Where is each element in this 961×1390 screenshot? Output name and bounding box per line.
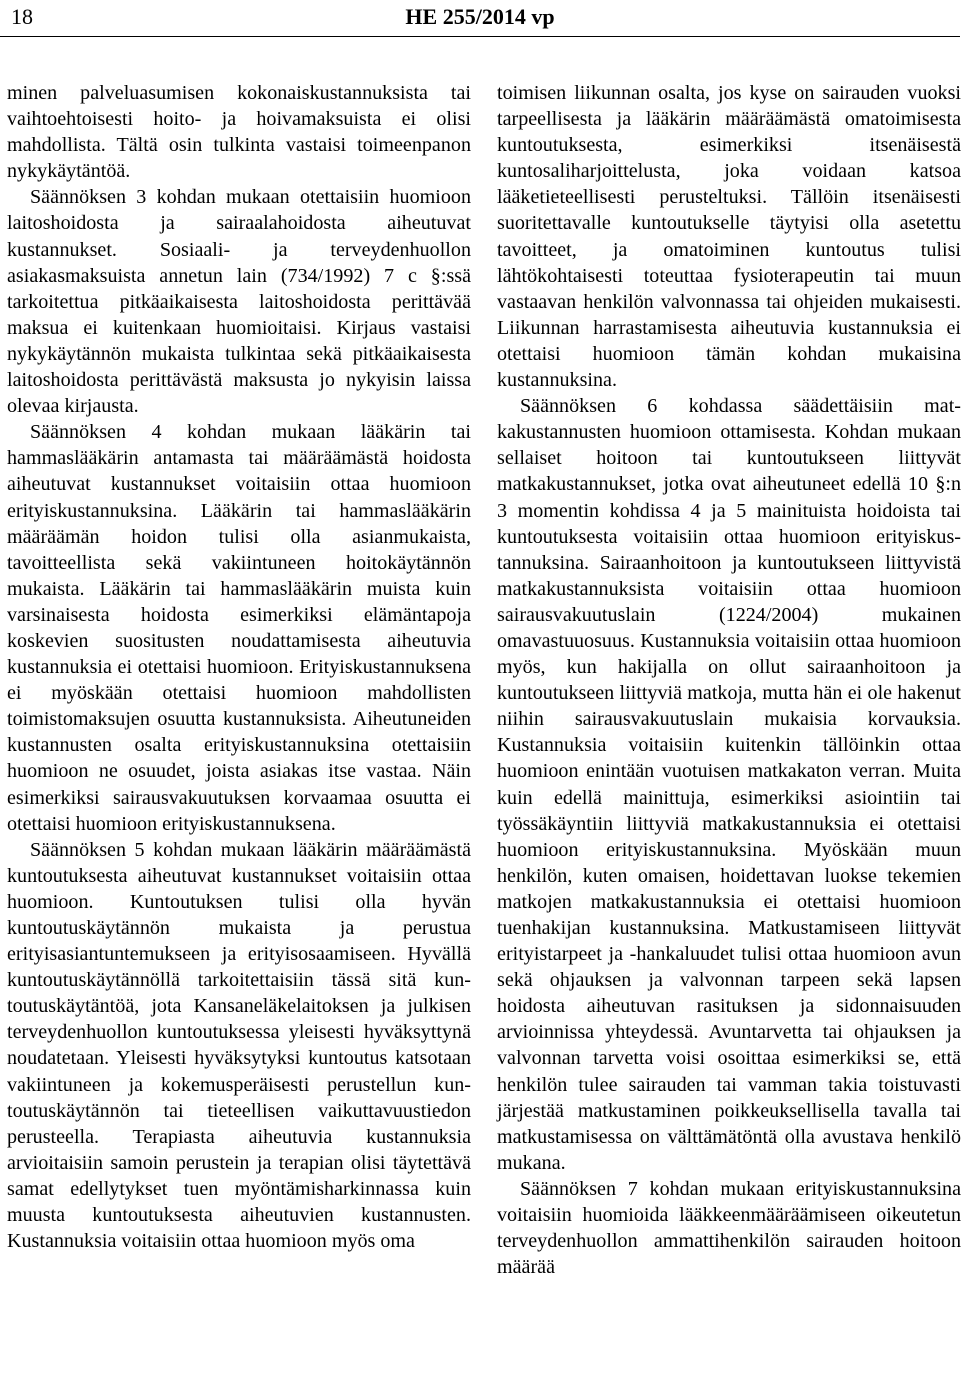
paragraph: Säännöksen 3 kohdan mukaan otettaisiin huomioon laitoshoidosta ja sairaalahoidosta aiheutuvat kustannukset. Sosiaali- ja terveydenhuollon asiakasmaksuista annetun lain (734/1992) 7 c §:ssä tarkoitettua pitkäaikaisesta laitoshoidosta perittävää maksua ei kuitenkaan huomioitaisi. Kirjaus vastaisi nykykäytännön mukaista tulkintaa sekä pitkäaikaisesta laitoshoidosta perittävästä maksusta jo nykyisin laissa olevaa kirjausta.	[7, 186, 471, 418]
paragraph: minen palveluasumisen kokonaiskustannuksista tai vaihtoehtoisesti hoito- ja hoivamaksuista ei olisi mahdollista. Tältä osin tulkinta vastaisi toimeenpanon nykykäytäntöä.	[7, 82, 471, 183]
page-number: 18	[11, 4, 33, 29]
header-rule	[0, 36, 960, 37]
paragraph: Säännöksen 7 kohdan mukaan erityiskustannuksina voitaisiin huomioida lääkkeenmääräämiseen oikeutetun terveydenhuollon ammattihenkilön sairauden hoitoon määrää	[497, 1177, 961, 1279]
document-id: HE 255/2014 vp	[405, 4, 555, 29]
paragraph: Säännöksen 6 kohdassa säädettäisiin matkakustannusten huomioon ottamisesta. Kohdan mukaan sellaiset hoitoon tai kuntoutukseen liittyvät matkakustannukset, jotka ovat aiheutuneet edellä 10 §:n 3 momentin kohdissa 4 ja 5 mainituista hoidoista tai kuntoutuksesta voitaisiin ottaa huomioon erityiskustannuksina. Sairaanhoitoon ja kuntoutukseen liittyvistä matkakustannuksista voitaisiin ottaa huomioon sairausvakuutuslain (1224/2004) mukainen omavastuuosuus. Kustannuksia voitaisiin ottaa huomioon myös, kun hakijalla on ollut sairaanhoitoon ja kuntoutukseen liittyviä matkoja, mutta hän ei ole hakenut niihin sairausvakuutuslain mukaisia korvauksia. Kustannuksia voitaisiin kuitenkin tällöinkin ottaa huomioon enintään vuotuisen matkakaton verran. Muita kuin edellä mainittuja, esimerkiksi asiointiin tai työssäkäyntiin liittyviä matkakustannuksia ei otettaisi huomioon erityiskustannuksina. Myöskään muun henkilön, kuten omaisen, hoidettavan luokse tekemien matkojen matkakustannuksia ei otettaisi huomioon tuenhakijan kustannuksina. Matkustamiseen liittyvät erityistarpeet ja -hankaluudet tulisi ottaa huomioon avun sekä ohjauksen ja valvonnan tarpeen sekä lapsen hoidosta aiheutuvan rasituksen ja sidonnaisuuden arvioinnissa yhteydessä. Avuntarvetta tai ohjauksen ja valvonnan tarvetta voisi osoittaa esimerkiksi se, että henkilön tulee sairauden tai vamman takia toistuvasti järjestää matkustaminen poikkeuksellisella tavalla tai matkustamisessa on välttämätöntä olla avustava henkilö mukana.	[497, 395, 961, 1174]
page-header	[0, 0, 960, 40]
right-column	[497, 80, 961, 1280]
left-column	[7, 80, 471, 1254]
paragraph: toimisen liikunnan osalta, jos kyse on sairauden vuoksi tarpeellisesta ja lääkärin määräämästä omatoimisesta kuntoutuksesta, esimerkiksi itsenäisestä kuntosaliharjoittelusta, joka voidaan katsoa lääketieteellisesti perusteltuksi. Tällöin itsenäisesti suoritettavalle kuntoutukselle täytyisi olla asetettu tavoitteet, ja omatoiminen kuntoutus tulisi lähtökohtaisesti toteuttaa fysioterapeutin tai muun vastaavan henkilön valvonnassa tai ohjeiden mukaisesti. Liikunnan harrastamisesta aiheutuvia kustannuksia ei otettaisi huomioon tämän kohdan mukaisina kustannuksina.	[497, 82, 961, 392]
paragraph: Säännöksen 4 kohdan mukaan lääkärin tai hammaslääkärin antamasta tai määräämästä hoidosta aiheutuvat kustannukset voitaisiin ottaa huomioon erityiskustannuksina. Lääkärin tai hammaslääkärin määräämän hoidon tulisi olla asianmukaista, tavoitteellista sekä vakiintuneen hoitokäytännön mukaista. Lääkärin tai hammaslääkärin muista kuin varsinaisesta hoidosta esimerkiksi elämäntapoja koskevien suositusten noudattamisesta aiheutuvia kustannuksia ei otettaisi huomioon. Erityiskustannuksena ei myöskään otettaisi huomioon mahdollisten toimistomaksujen osuutta kustannuksista. Aiheutuneiden kustannusten osalta erityiskustannuksina otettaisiin huomioon ne osuudet, joista asiakas itse vastaa. Näin esimerkiksi sairausvakuutuksen korvaamaa osuutta ei otettaisi huomioon erityiskustannuksena.	[7, 421, 471, 835]
paragraph: Säännöksen 5 kohdan mukaan lääkärin määräämästä kuntoutuksesta aiheutuvat kustannukset voitaisiin ottaa huomioon. Kuntoutuksen tulisi olla hyvän kuntoutuskäytännön mukaista ja perustua erityisasiantuntemukseen ja erityisosaamiseen. Hyvällä kuntoutuskäytännöllä tarkoitettaisiin tässä sitä kuntoutuskäytäntöä, jota Kansaneläkelaitoksen ja julkisen terveydenhuollon kuntoutuksessa yleisesti hyväksyttynä noudatetaan. Yleisesti hyväksytyksi kuntoutus katsotaan vakiintuneen ja kokemusperäisesti perustellun kuntoutuskäytännön tai tieteellisen vaikuttavuustiedon perusteella. Terapiasta aiheutuvia kustannuksia arvioitaisiin samoin perustein ja terapian olisi täytettävä samat edellytykset tuen myöntämisharkinnassa kuin muusta kuntoutuksesta aiheutuvien kustannusten. Kustannuksia voitaisiin ottaa huomioon myös oma	[7, 838, 471, 1253]
